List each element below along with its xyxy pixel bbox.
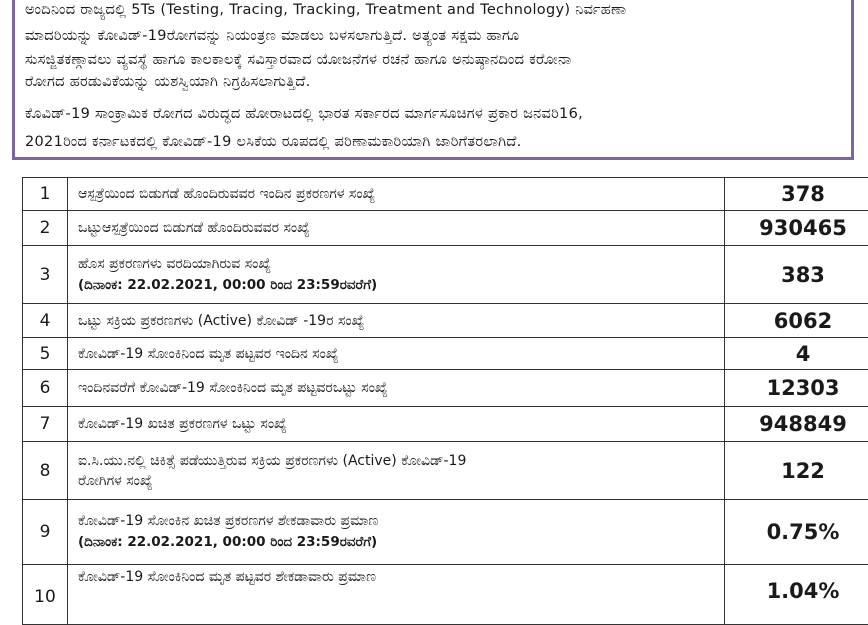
row-value: 948849 [725, 407, 868, 442]
table-row [23, 442, 868, 500]
row-description [68, 442, 725, 500]
row-number: 6 [23, 370, 68, 407]
row-value: 4 [725, 338, 868, 370]
intro-line: ಅಂದಿನಿಂದ ರಾಜ್ಯದಲ್ಲಿ 5Ts (Testing, Tracing, Tracking, Treatment and Technology) ನಿರ್ವಹಣಾ [25, 0, 626, 20]
row-description-text: ಇಂದಿನವರೆಗೆ ಕೋವಿಡ್-19 ಸೋಂಕಿನಿಂದ ಮೃತ ಪಟ್ಟವರಒಟ್ಟು ಸಂಖ್ಯೆ [78, 378, 724, 398]
row-value: 383 [725, 246, 868, 304]
row-description-text: ಒಟ್ಟು ಸಕ್ರಿಯ ಪ್ರಕರಣಗಳು (Active) ಕೋವಿಡ್ -19ರ ಸಂಖ್ಯೆ [78, 311, 724, 331]
row-description-text: ಕೋವಿಡ್-19 ಖಚಿತ ಪ್ರಕರಣಗಳ ಒಟ್ಟು ಸಂಖ್ಯೆ [78, 414, 724, 434]
row-number: 9 [23, 500, 68, 565]
row-number: 10 [23, 565, 68, 625]
row-description-text: ಕೋವಿಡ್-19 ಸೋಂಕಿನ ಖಚಿತ ಪ್ರಕರಣಗಳ ಶೇಕಡಾವಾರು ಪ್ರಮಾಣ [78, 511, 724, 531]
table-row [23, 407, 868, 442]
table-row [23, 211, 868, 246]
table-row [23, 338, 868, 370]
row-description [68, 407, 725, 442]
table-row [23, 178, 868, 211]
row-value: 378 [725, 178, 868, 211]
row-description [68, 246, 725, 304]
row-description [68, 304, 725, 338]
row-description-text: ಒಟ್ಟುಆಸ್ಪತ್ರೆಯಿಂದ ಬಿಡುಗಡೆ ಹೊಂದಿರುವವರ ಸಂಖ್ಯೆ [78, 218, 724, 238]
row-value: 1.04% [725, 565, 868, 625]
row-description [68, 370, 725, 407]
table-row [23, 500, 868, 565]
row-number: 5 [23, 338, 68, 370]
table-row [23, 565, 868, 625]
row-description-text: ಕೋವಿಡ್-19 ಸೋಂಕಿನಿಂದ ಮೃತ ಪಟ್ಟವರ ಶೇಕಡಾವಾರು ಪ್ರಮಾಣ [78, 567, 724, 587]
row-description [68, 500, 725, 565]
intro-line: 2021ರಿಂದ ಕರ್ನಾಟಕದಲ್ಲಿ ಕೋವಿಡ್-19 ಲಸಿಕೆಯ ರೂಪದಲ್ಲಿ ಪರಿಣಾಮಕಾರಿಯಾಗಿ ಜಾರಿಗೆತರಲಾಗಿದೆ. [25, 132, 522, 152]
row-number: 2 [23, 211, 68, 246]
row-number: 4 [23, 304, 68, 338]
row-value: 0.75% [725, 500, 868, 565]
row-value: 6062 [725, 304, 868, 338]
row-number: 3 [23, 246, 68, 304]
intro-text-box [12, 0, 854, 160]
row-description [68, 178, 725, 211]
row-description-text: ಹೊಸ ಪ್ರಕರಣಗಳು ವರದಿಯಾಗಿರುವ ಸಂಖ್ಯೆ [78, 254, 724, 274]
row-description [68, 211, 725, 246]
intro-line: ಮಾದರಿಯನ್ನು ಕೋವಿಡ್-19ರೋಗವನ್ನು ನಿಯಂತ್ರಣ ಮಾಡಲು ಬಳಸಲಾಗುತ್ತಿದೆ. ಅತ್ಯಂತ ಸಕ್ಷಮ ಹಾಗೂ [25, 26, 519, 46]
intro-line: ರೋಗದ ಹರಡುವಿಕೆಯನ್ನು ಯಶಸ್ವಿಯಾಗಿ ನಿಗ್ರಹಿಸಲಾಗುತ್ತಿದೆ. [25, 72, 311, 92]
table-row [23, 370, 868, 407]
row-description-text: ಕೋವಿಡ್-19 ಸೋಂಕಿನಿಂದ ಮೃತ ಪಟ್ಟವರ ಇಂದಿನ ಸಂಖ್ಯೆ [78, 344, 724, 364]
row-description-text: ರೋಗಿಗಳ ಸಂಖ್ಯೆ [78, 471, 724, 491]
covid-stats-table [22, 177, 868, 625]
row-number: 8 [23, 442, 68, 500]
row-description [68, 565, 725, 625]
row-value: 930465 [725, 211, 868, 246]
table-row [23, 246, 868, 304]
table-row [23, 304, 868, 338]
row-value: 122 [725, 442, 868, 500]
row-value: 12303 [725, 370, 868, 407]
row-number: 7 [23, 407, 68, 442]
row-date-range: (ದಿನಾಂಕ: 22.02.2021, 00:00 ರಿಂದ 23:59ರವರೆಗೆ) [78, 274, 724, 296]
row-description-text: ಆಸ್ಪತ್ರೆಯಿಂದ ಬಿಡುಗಡೆ ಹೊಂದಿರುವವರ ಇಂದಿನ ಪ್ರಕರಣಗಳ ಸಂಖ್ಯೆ [78, 184, 724, 204]
intro-line: ಸುಸಜ್ಜಿತಕಣ್ಗಾವಲು ವ್ಯವಸ್ಥೆ ಹಾಗೂ ಕಾಲಕಾಲಕ್ಕೆ ಸವಿಸ್ತಾರವಾದ ಯೋಜನೆಗಳ ರಚನೆ ಹಾಗೂ ಅನುಷ್ಠಾನದಿಂದ ಕರೋನಾ [25, 50, 571, 70]
intro-line: ಕೊವಿಡ್-19 ಸಾಂಕ್ರಾಮಿಕ ರೋಗದ ವಿರುದ್ಧದ ಹೋರಾಟದಲ್ಲಿ ಭಾರತ ಸರ್ಕಾರದ ಮಾರ್ಗಸೂಚಿಗಳ ಪ್ರಕಾರ ಜನವರಿ16, [25, 104, 583, 124]
row-number: 1 [23, 178, 68, 211]
row-date-range: (ದಿನಾಂಕ: 22.02.2021, 00:00 ರಿಂದ 23:59ರವರೆಗೆ) [78, 531, 724, 553]
row-description [68, 338, 725, 370]
row-description-text: ಐ.ಸಿ.ಯು.ನಲ್ಲಿ ಚಿಕಿತ್ಸೆ ಪಡೆಯುತ್ತಿರುವ ಸಕ್ರಿಯ ಪ್ರಕರಣಗಳು (Active) ಕೋವಿಡ್-19 [78, 451, 724, 471]
